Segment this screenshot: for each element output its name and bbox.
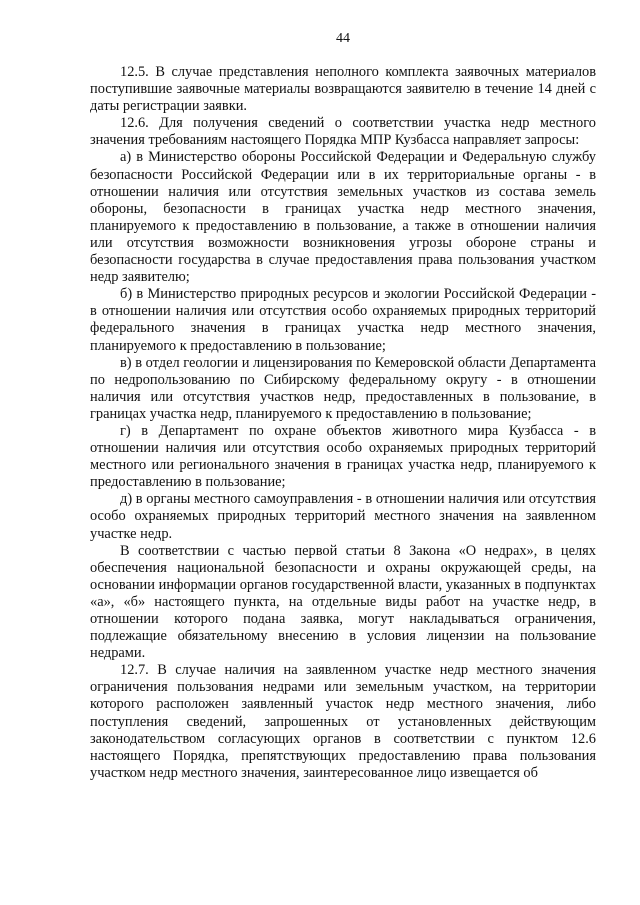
paragraph-12-7: 12.7. В случае наличия на заявленном участке недр местного значения ограничения пользования недрами или земельным участком, на территории которого расположен заявленный участок недр местного значения, либо поступления сведений, запрошенных от установленных действующим законодательством согласующих органов в соответствии с пунктом 12.6 настоящего Порядка, препятствующих предоставлению права пользования участком недр местного значения, заинтересованное лицо извещается об <box>90 662 596 781</box>
page-number: 44 <box>336 31 350 46</box>
list-item-d: д) в органы местного самоуправления - в отношении наличия или отсутствия особо охраняемых природных территорий местного значения на заявленном участке недр. <box>90 491 596 542</box>
list-item-g: г) в Департамент по охране объектов животного мира Кузбасса - в отношении наличия или отсутствия особо охраняемых природных территорий местного или регионального значения в границах участка недр, планируемого к предоставлению в пользование; <box>90 422 596 491</box>
paragraph-12-6: 12.6. Для получения сведений о соответствии участка недр местного значения требованиям настоящего Порядка МПР Кузбасса направляет запросы: <box>90 115 596 149</box>
paragraph-12-5: 12.5. В случае представления неполного комплекта заявочных материалов поступившие заявочные материалы возвращаются заявителю в течение 14 дней с даты регистрации заявки. <box>90 64 596 115</box>
list-item-a: а) в Министерство обороны Российской Федерации и Федеральную службу безопасности Российской Федерации или в их территориальные органы - в отношении наличия или отсутствия земельных участков из состава земель обороны, безопасности в границах участка недр местного значения, планируемого к предоставлению в пользование, а также в отношении наличия или отсутствия возможности возникновения угрозы обороне страны и безопасности государства в случае предоставления права пользования участком недр заявителю; <box>90 149 596 286</box>
paragraph-restrictions: В соответствии с частью первой статьи 8 Закона «О недрах», в целях обеспечения национальной безопасности и охраны окружающей среды, на основании информации органов государственной власти, указанных в подпунктах «а», «б» настоящего пункта, на отдельные виды работ на участке недр, в отношении которого подана заявка, могут накладываться ограничения, подлежащие обязательному внесению в условия лицензии на пользование недрами. <box>90 542 596 662</box>
list-item-b: б) в Министерство природных ресурсов и экологии Российской Федерации - в отношении наличия или отсутствия особо охраняемых природных территорий федерального значения в границах участка недр местного значения, планируемого к предоставлению в пользование; <box>90 286 596 354</box>
list-item-v: в) в отдел геологии и лицензирования по Кемеровской области Департамента по недропользованию по Сибирскому федеральному округу - в отношении наличия или отсутствия участков недр, предоставленных в пользование, в границах участка недр, планируемого к предоставлению в пользование; <box>90 354 596 422</box>
document-page <box>90 30 596 782</box>
